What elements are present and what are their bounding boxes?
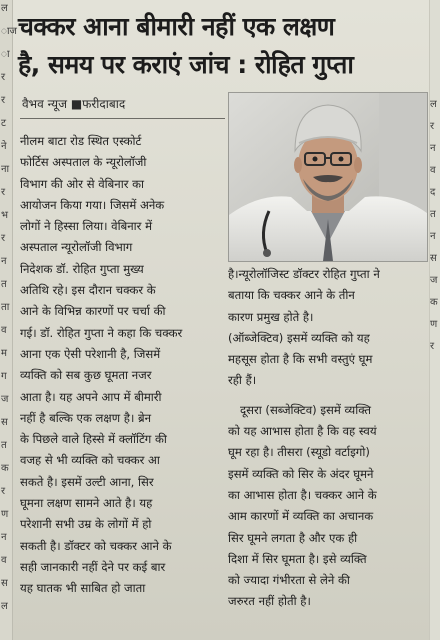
- edge-text-fragment: ण: [430, 319, 438, 330]
- edge-text-fragment: त: [1, 279, 7, 290]
- edge-text-fragment: व: [430, 165, 436, 176]
- body-line: सिर घूमने लगता है और एक ही: [228, 530, 358, 545]
- edge-text-fragment: त: [1, 440, 7, 451]
- edge-text-fragment: ण: [1, 509, 9, 520]
- body-line: आने के विभिन्न कारणों पर चर्चा की: [20, 304, 166, 319]
- edge-text-fragment: र: [1, 72, 6, 83]
- edge-text-fragment: ा: [1, 49, 10, 60]
- byline: वैभव न्यूज ■फरीदाबाद: [22, 97, 126, 111]
- body-line: आयोजन किया गया। जिसमें अनेक: [20, 197, 165, 212]
- body-line: के पिछले वाले हिस्से में क्लॉटिंग की: [20, 432, 167, 447]
- body-line: रही हैं।: [228, 373, 257, 388]
- article-body-left-column: [20, 131, 218, 600]
- edge-text-fragment: ना: [1, 164, 10, 175]
- body-line: (ऑब्जेक्टिव) इसमें व्यक्ति को यह: [228, 330, 370, 345]
- body-line: को ज्यादा गंभीरता से लेने की: [228, 573, 350, 588]
- headline-line-2: है, समय पर कराएं जांच : रोहित गुप्ता: [18, 50, 354, 79]
- edge-text-fragment: र: [430, 341, 435, 352]
- body-line: लोगों ने हिस्सा लिया। वेबिनार में: [20, 219, 153, 234]
- byline-divider: [20, 118, 225, 119]
- edge-text-fragment: ज: [1, 394, 9, 405]
- edge-text-fragment: ता: [1, 302, 10, 313]
- edge-text-fragment: स: [1, 417, 8, 428]
- edge-text-fragment: द: [430, 187, 436, 198]
- body-line: निदेशक डॉ. रोहित गुप्ता मुख्य: [20, 261, 144, 276]
- body-line: वजह से भी व्यक्ति को चक्कर आ: [20, 453, 160, 468]
- edge-text-fragment: र: [1, 233, 6, 244]
- edge-text-fragment: म: [1, 348, 7, 359]
- body-line: अतिथि रहे। इस दौरान चक्कर के: [20, 283, 156, 298]
- body-line: फोर्टिस अस्पताल के न्यूरोलॉजी: [20, 155, 147, 170]
- edge-text-fragment: न: [1, 532, 7, 543]
- edge-text-fragment: न: [430, 231, 436, 242]
- body-line: आना एक ऐसी परेशानी है, जिसमें: [20, 346, 161, 361]
- body-line: व्यक्ति को सब कुछ घूमता नजर: [20, 368, 152, 383]
- article-body-right-column: [228, 264, 426, 613]
- body-line: दूसरा (सब्जेक्टिव) इसमें व्यक्ति: [240, 402, 372, 417]
- body-line: नहीं है बल्कि एक लक्षण है। ब्रेन: [20, 410, 152, 425]
- body-line: आता है। यह अपने आप में बीमारी: [20, 389, 162, 404]
- edge-text-fragment: त: [430, 209, 436, 220]
- body-line: आम कारणों में व्यक्ति का अचानक: [228, 509, 374, 524]
- edge-text-fragment: क: [1, 463, 9, 474]
- edge-text-fragment: स: [430, 253, 437, 264]
- body-line: परेशानी सभी उम्र के लोगों में हो: [20, 517, 152, 532]
- doctor-portrait-image: [229, 93, 427, 261]
- body-line: है।न्यूरोलॉजिस्ट डॉक्टर रोहित गुप्ता ने: [228, 267, 380, 281]
- edge-text-fragment: ज: [430, 275, 438, 286]
- edge-text-fragment: न: [1, 256, 7, 267]
- body-line: घूम रहा है। तीसरा (स्यूडो वर्टाइगो): [228, 445, 370, 460]
- body-line: कारण प्रमुख होते है।: [228, 309, 314, 324]
- edge-text-fragment: व: [1, 325, 7, 336]
- edge-text-fragment: र: [1, 187, 6, 198]
- left-adjacent-column-edge: [0, 0, 17, 640]
- body-line: अस्पताल न्यूरोलॉजी विभाग: [20, 240, 133, 255]
- body-line: का आभास होता है। चक्कर आने के: [228, 487, 377, 502]
- body-line: गई। डॉ. रोहित गुप्ता ने कहा कि चक्कर: [20, 325, 183, 340]
- edge-text-fragment: ल: [1, 3, 8, 14]
- doctor-photo: [228, 92, 428, 262]
- body-line: सकती है। डॉक्टर को चक्कर आने के: [20, 538, 172, 553]
- edge-text-fragment: क: [430, 297, 438, 308]
- edge-text-fragment: ल: [430, 99, 437, 110]
- edge-text-fragment: र: [1, 486, 6, 497]
- edge-text-fragment: न: [430, 143, 436, 154]
- edge-text-fragment: ल: [1, 601, 8, 612]
- paragraph-gap: [228, 392, 426, 400]
- edge-text-fragment: व: [1, 555, 7, 566]
- body-line: सकते है। इसमें उल्टी आना, सिर: [20, 474, 154, 489]
- body-line: इसमें व्यक्ति को सिर के अंदर घूमने: [228, 466, 374, 481]
- body-line: जरुरत नहीं होती है।: [228, 594, 311, 609]
- body-line: को यह आभास होता है कि वह स्वयं: [228, 424, 377, 439]
- body-line: सही जानकारी नहीं देने पर कई बार: [20, 559, 166, 574]
- body-line: यह घातक भी साबित हो जाता: [20, 581, 146, 596]
- edge-text-fragment: स: [1, 578, 8, 589]
- body-line: घूमना लक्षण सामने आते है। यह: [20, 496, 153, 511]
- article-headline: [18, 8, 428, 84]
- body-line: नीलम बाटा रोड स्थित एस्कोर्ट: [20, 134, 142, 148]
- edge-text-fragment: र: [430, 121, 435, 132]
- right-adjacent-column-edge: [429, 0, 440, 640]
- edge-text-fragment: ग: [1, 371, 7, 382]
- edge-text-fragment: भ: [1, 210, 9, 221]
- edge-text-fragment: र: [1, 95, 6, 106]
- body-line: विभाग की ओर से वेबिनार का: [20, 176, 145, 191]
- edge-text-fragment: ट: [1, 118, 7, 129]
- body-line: महसूस होता है कि सभी वस्तुएं घूम: [228, 352, 373, 367]
- body-line: बताया कि चक्कर आने के तीन: [228, 288, 355, 303]
- body-line: दिशा में सिर घूमता है। इसे व्यक्ति: [228, 551, 367, 566]
- edge-text-fragment: ाज: [1, 26, 17, 37]
- edge-text-fragment: ने: [1, 141, 7, 152]
- headline-line-1: चक्कर आना बीमारी नहीं एक लक्षण: [18, 12, 335, 41]
